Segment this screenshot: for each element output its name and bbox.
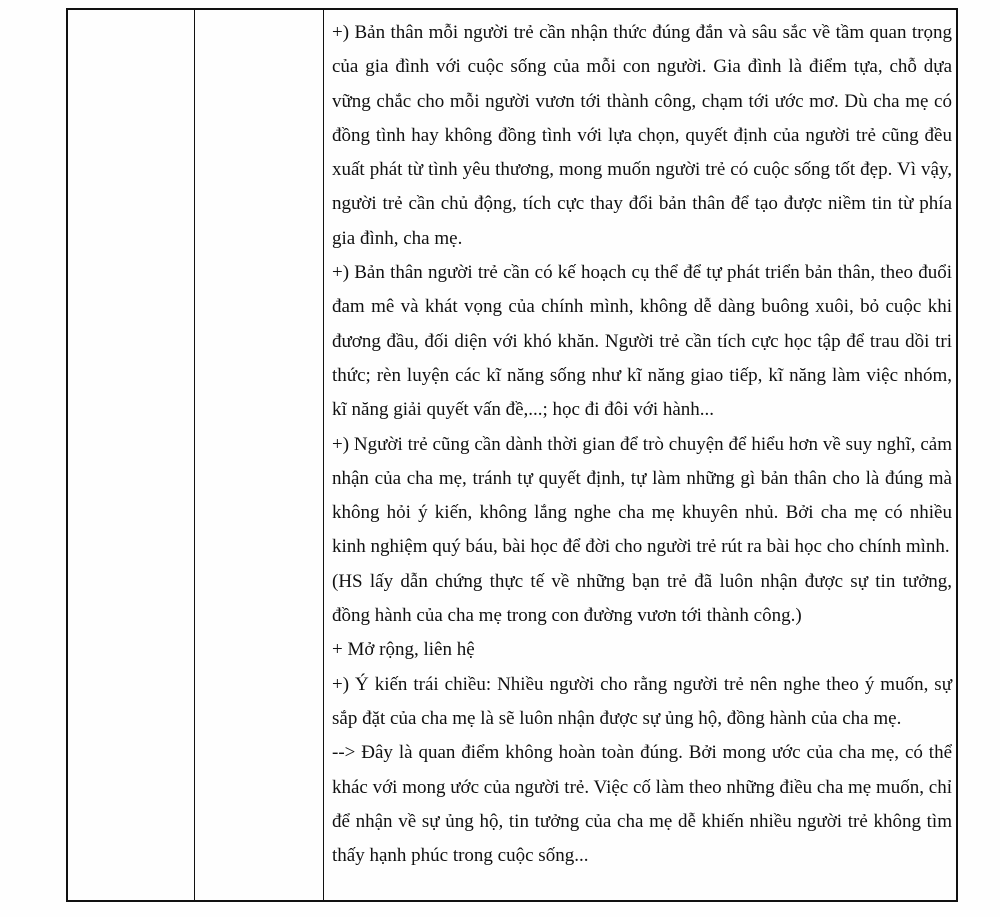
answer-cell bbox=[332, 16, 952, 873]
answer-table bbox=[66, 8, 958, 902]
paragraph-evidence-note: (HS lấy dẫn chứng thực tế về những bạn trẻ đã luôn nhận được sự tin tưởng, đồng hành của cha mẹ trong con đường vươn tới thành công.) bbox=[332, 570, 952, 627]
column-divider-2 bbox=[323, 10, 324, 900]
paragraph-family-awareness: +) Bản thân mỗi người trẻ cần nhận thức đúng đắn và sâu sắc về tầm quan trọng của gia đình với cuộc sống của mỗi con người. Gia đình là điểm tựa, chỗ dựa vững chắc cho mỗi người vươn tới thành công, chạm tới ước mơ. Dù cha mẹ có đồng tình hay không đồng tình với lựa chọn, quyết định của người trẻ cũng đều xuất phát từ tình yêu thương, mong muốn người trẻ có cuộc sống tốt đẹp. Vì vậy, người trẻ cần chủ động, tích cực thay đổi bản thân để tạo được niềm tin từ phía gia đình, cha mẹ. bbox=[332, 22, 952, 249]
paragraph-rebuttal: --> Đây là quan điểm không hoàn toàn đúng. Bởi mong ước của cha mẹ, có thể khác với mong ước của người trẻ. Việc cố làm theo những điều cha mẹ muốn, chỉ để nhận về sự ủng hộ, tin tưởng của cha mẹ dễ khiến nhiều người trẻ không tìm thấy hạnh phúc trong cuộc sống... bbox=[332, 742, 952, 867]
paragraph-opposing-view: +) Ý kiến trái chiều: Nhiều người cho rằng người trẻ nên nghe theo ý muốn, sự sắp đặt của cha mẹ là sẽ luôn nhận được sự ủng hộ, đồng hành của cha mẹ. bbox=[332, 673, 952, 729]
paragraph-communication: +) Người trẻ cũng cần dành thời gian để trò chuyện để hiểu hơn về suy nghĩ, cảm nhận của cha mẹ, tránh tự quyết định, tự làm những gì bản thân cho là đúng mà không hỏi ý kiến, không lắng nghe cha mẹ khuyên nhủ. Bởi cha mẹ có nhiều kinh nghiệm quý báu, bài học để đời cho người trẻ rút ra bài học cho chính mình. bbox=[332, 433, 952, 558]
paragraph-self-development: +) Bản thân người trẻ cần có kế hoạch cụ thể để tự phát triển bản thân, theo đuổi đam mê và khát vọng của chính mình, không dễ dàng buông xuôi, bỏ cuộc khi đương đầu, đối diện với khó khăn. Người trẻ cần tích cực học tập để trau dồi tri thức; rèn luyện các kĩ năng sống như kĩ năng giao tiếp, kĩ năng làm việc nhóm, kĩ năng giải quyết vấn đề,...; học đi đôi với hành... bbox=[332, 262, 952, 421]
column-divider-1 bbox=[194, 10, 195, 900]
paragraph-extension-heading: + Mở rộng, liên hệ bbox=[332, 639, 475, 661]
